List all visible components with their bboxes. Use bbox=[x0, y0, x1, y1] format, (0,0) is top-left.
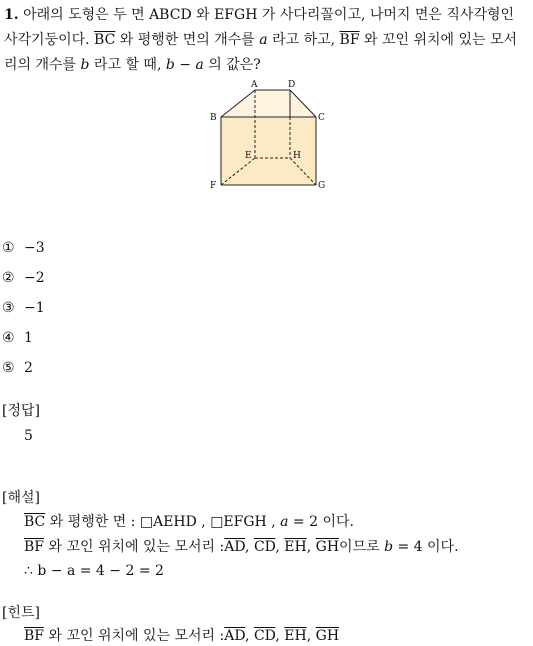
hint-label: [힌트] bbox=[2, 605, 40, 621]
explanation-line-1 bbox=[24, 512, 354, 532]
hint-text: 와 꼬인 위치에 있는 모서리 : bbox=[44, 628, 225, 644]
vertex-label-e: E bbox=[245, 151, 252, 161]
choice-3[interactable] bbox=[2, 298, 45, 318]
choice-5[interactable] bbox=[2, 358, 33, 378]
segment-bc: $\overline{BC}$ bbox=[94, 32, 116, 48]
segment-ad: $\overline{AD}$ bbox=[224, 628, 246, 644]
explanation-line-3: ∴ b − a = 4 − 2 = 2 bbox=[24, 563, 164, 579]
segment-gh: $\overline{GH}$ bbox=[315, 539, 340, 555]
variable-b: b bbox=[80, 57, 90, 73]
explanation-text: = 4 이다. bbox=[393, 539, 459, 555]
choice-4[interactable] bbox=[2, 328, 33, 348]
choice-text: −2 bbox=[24, 270, 45, 286]
explanation-text: = 2 이다. bbox=[288, 514, 354, 530]
choice-text: −3 bbox=[24, 240, 45, 256]
question-part: 아래의 도형은 두 면 ABCD 와 EFGH 가 사다리꼴이고, 나머지 면은 직사각형인 사각기둥이다. bbox=[4, 7, 515, 48]
choice-text: −1 bbox=[24, 300, 45, 316]
segment-bc: $\overline{BC}$ bbox=[24, 514, 46, 530]
segment-cd: $\overline{CD}$ bbox=[253, 539, 276, 555]
vertex-label-g: G bbox=[318, 181, 326, 191]
choice-1[interactable] bbox=[2, 238, 45, 258]
variable-a: a bbox=[280, 514, 289, 530]
question-part: 의 값은? bbox=[203, 57, 261, 73]
prism-figure bbox=[200, 78, 340, 194]
segment-bf: $\overline{BF}$ bbox=[339, 32, 360, 48]
vertex-label-a: A bbox=[251, 80, 258, 90]
segment-eh: $\overline{EH}$ bbox=[284, 539, 307, 555]
segment-ad: $\overline{AD}$ bbox=[224, 539, 246, 555]
question-part: 라고 하고, bbox=[267, 32, 340, 48]
vertex-label-f: F bbox=[210, 181, 217, 191]
variable-b: b bbox=[384, 539, 394, 555]
question-part: 와 꼬인 위치에 있는 모서리의 개수를 bbox=[4, 32, 518, 73]
choice-text: 1 bbox=[24, 330, 33, 346]
vertex-label-d: D bbox=[288, 80, 296, 90]
choice-number: ④ bbox=[2, 330, 15, 346]
explanation-text: 이므로 bbox=[339, 539, 385, 555]
variable-a: a bbox=[259, 32, 268, 48]
question-number: 1. bbox=[4, 7, 19, 23]
segment-eh: $\overline{EH}$ bbox=[284, 628, 307, 644]
explanation-label: [해설] bbox=[2, 490, 40, 506]
segment-cd: $\overline{CD}$ bbox=[253, 628, 276, 644]
question-part: 라고 할 때, bbox=[89, 57, 166, 73]
expression-b-minus-a: b − a bbox=[165, 57, 204, 73]
answer-value: 5 bbox=[24, 428, 33, 444]
explanation-text: 와 꼬인 위치에 있는 모서리 : bbox=[44, 539, 225, 555]
answer-label: [정답] bbox=[2, 403, 40, 419]
vertex-label-b: B bbox=[210, 113, 217, 123]
segment-bf: $\overline{BF}$ bbox=[24, 628, 45, 644]
choice-text: 2 bbox=[24, 360, 33, 376]
question-part: 와 평행한 면의 개수를 bbox=[115, 32, 260, 48]
question-text bbox=[4, 3, 526, 78]
choice-2[interactable] bbox=[2, 268, 45, 288]
vertex-label-c: C bbox=[318, 113, 325, 123]
segment-gh: $\overline{GH}$ bbox=[315, 628, 340, 644]
vertex-label-h: H bbox=[293, 151, 301, 161]
top-face bbox=[221, 90, 316, 117]
segment-bf: $\overline{BF}$ bbox=[24, 539, 45, 555]
front-face bbox=[221, 117, 316, 185]
explanation-line-2: $\overline{BF}$ 와 꼬인 위치에 있는 모서리 $:\overline{AD}$, $\overline{CD}$, $\overline{EH}$, $\overline{GH}$이므로 b = 4 이다. bbox=[24, 539, 459, 555]
hint-line: $\overline{BF}$ 와 꼬인 위치에 있는 모서리 $:\overline{AD}$, $\overline{CD}$, $\overline{EH}$, $\overline{GH}$ bbox=[24, 628, 340, 644]
choice-number: ① bbox=[2, 240, 15, 256]
choice-number: ③ bbox=[2, 300, 15, 316]
choice-number: ② bbox=[2, 270, 15, 286]
choice-number: ⑤ bbox=[2, 360, 15, 376]
explanation-text: 와 평행한 면 : □AEHD , □EFGH , bbox=[45, 514, 281, 530]
